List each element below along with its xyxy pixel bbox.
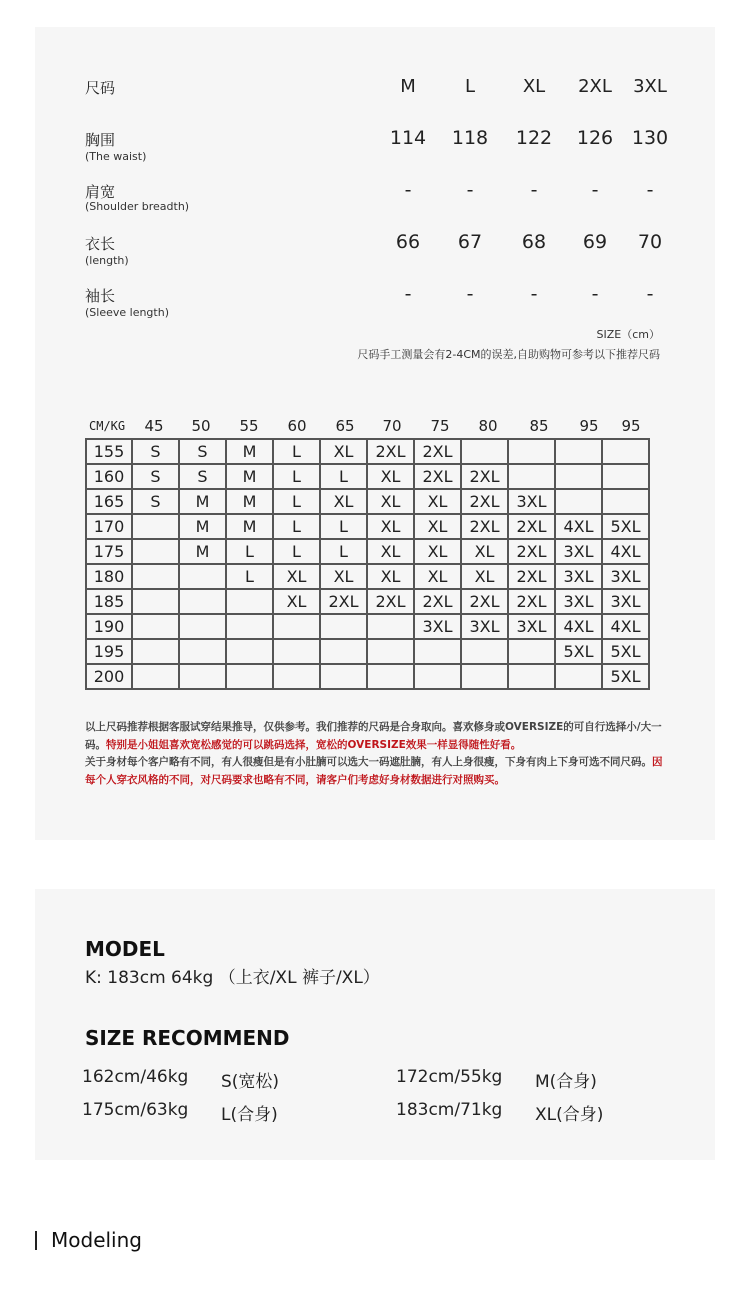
measure-value: 114 — [389, 127, 427, 149]
table-row — [86, 489, 649, 514]
size-cell — [179, 564, 226, 589]
measure-label-chest: 胸围 — [85, 131, 116, 149]
measure-value: - — [591, 283, 599, 305]
size-cell — [179, 639, 226, 664]
size-cell: 3XL — [602, 564, 649, 589]
size-cell: 2XL — [461, 464, 508, 489]
measure-value: 70 — [637, 231, 663, 253]
size-cell: 4XL — [555, 614, 602, 639]
size-cell: XL — [461, 539, 508, 564]
size-cell: XL — [461, 564, 508, 589]
size-cell — [226, 614, 273, 639]
size-cell — [273, 664, 320, 689]
model-title: MODEL — [85, 937, 165, 961]
size-cell: 5XL — [602, 664, 649, 689]
weight-header: 95 — [579, 417, 599, 435]
size-cell: 2XL — [508, 539, 555, 564]
recommend-stats: 172cm/55kg — [396, 1067, 503, 1087]
table-row — [86, 614, 649, 639]
modeling-heading: Modeling — [51, 1228, 142, 1252]
size-cell: 2XL — [320, 589, 367, 614]
size-cell: 5XL — [602, 514, 649, 539]
height-cell: 185 — [86, 589, 132, 614]
measure-sub-chest: (The waist) — [85, 150, 147, 163]
recommend-size: M(合身) — [535, 1072, 597, 1092]
table-row — [86, 514, 649, 539]
recommend-stats: 183cm/71kg — [396, 1100, 503, 1120]
size-cell: L — [320, 539, 367, 564]
size-cell: M — [226, 489, 273, 514]
size-cell: XL — [320, 564, 367, 589]
measure-value: 69 — [582, 231, 608, 253]
size-cell: L — [226, 564, 273, 589]
size-cell — [414, 639, 461, 664]
size-cell: XL — [414, 489, 461, 514]
measure-value: - — [466, 179, 474, 201]
size-cell — [555, 439, 602, 464]
size-cell: 3XL — [414, 614, 461, 639]
size-cell — [461, 639, 508, 664]
size-cell: M — [226, 439, 273, 464]
weight-header: 50 — [191, 417, 211, 435]
size-tolerance-note: 尺码手工测量会有2-4CM的误差,自助购物可参考以下推荐尺码 — [357, 348, 660, 361]
weight-header: 85 — [529, 417, 549, 435]
measure-label-length: 衣长 — [85, 235, 116, 253]
size-cell — [132, 614, 179, 639]
height-cell: 190 — [86, 614, 132, 639]
size-cell — [320, 664, 367, 689]
size-cell: S — [132, 464, 179, 489]
size-cell: XL — [367, 514, 414, 539]
size-cell: L — [273, 489, 320, 514]
weight-header: 45 — [144, 417, 164, 435]
height-cell: 170 — [86, 514, 132, 539]
size-cell — [226, 589, 273, 614]
note-line1-red: 特别是小姐姐喜欢宽松感觉的可以跳码选择，宽松的OVERSIZE效果一样显得随性好看。 — [106, 738, 522, 751]
size-cell — [320, 614, 367, 639]
size-cell — [602, 439, 649, 464]
measure-value: - — [530, 179, 538, 201]
size-cell — [508, 639, 555, 664]
recommend-stats: 162cm/46kg — [82, 1067, 189, 1087]
size-cell: M — [179, 489, 226, 514]
size-cell — [226, 664, 273, 689]
size-cell: 3XL — [555, 564, 602, 589]
size-cell — [132, 639, 179, 664]
size-cell — [132, 539, 179, 564]
table-row — [86, 639, 649, 664]
size-cell: 2XL — [367, 589, 414, 614]
height-cell: 165 — [86, 489, 132, 514]
recommend-size: XL(合身) — [535, 1105, 604, 1125]
size-cell: 5XL — [602, 639, 649, 664]
height-cell: 200 — [86, 664, 132, 689]
size-recommend-title: SIZE RECOMMEND — [85, 1026, 290, 1050]
size-cell: 4XL — [602, 614, 649, 639]
size-cell: XL — [367, 464, 414, 489]
size-cell: M — [226, 514, 273, 539]
size-col-2xl: 2XL — [578, 76, 612, 97]
size-cell: XL — [367, 564, 414, 589]
size-cell: XL — [414, 514, 461, 539]
size-unit-note: SIZE（cm） — [596, 328, 660, 341]
model-info: K: 183cm 64kg （上衣/XL 裤子/XL） — [85, 968, 380, 988]
size-cell: 4XL — [602, 539, 649, 564]
size-cell — [226, 639, 273, 664]
size-cell — [602, 464, 649, 489]
size-chart-panel — [35, 27, 715, 840]
size-cell: S — [179, 464, 226, 489]
measure-value: - — [466, 283, 474, 305]
size-cell: 2XL — [461, 589, 508, 614]
size-cell: L — [226, 539, 273, 564]
size-cell: L — [320, 514, 367, 539]
size-cell — [461, 439, 508, 464]
measure-sub-shoulder: (Shoulder breadth) — [85, 200, 190, 213]
size-cell: M — [226, 464, 273, 489]
size-cell — [555, 464, 602, 489]
weight-header: 95 — [621, 417, 641, 435]
height-cell: 180 — [86, 564, 132, 589]
size-cell: 2XL — [461, 514, 508, 539]
size-col-3xl: 3XL — [633, 76, 667, 97]
size-cell: XL — [367, 539, 414, 564]
height-cell: 160 — [86, 464, 132, 489]
measure-sub-sleeve: (Sleeve length) — [85, 306, 169, 319]
size-cell: S — [132, 489, 179, 514]
size-cell — [367, 614, 414, 639]
note-line2-gray: 关于身材每个客户略有不同，有人很瘦但是有小肚腩可以选大一码遮肚腩，有人上身很瘦，下身有肉上下身可选不同尺码。 — [85, 756, 652, 768]
measure-value: 68 — [521, 231, 547, 253]
size-cell — [602, 489, 649, 514]
size-cell: S — [179, 439, 226, 464]
weight-header: 60 — [287, 417, 307, 435]
table-row — [86, 664, 649, 689]
size-cell: XL — [367, 489, 414, 514]
measure-value: 66 — [395, 231, 421, 253]
size-cell — [132, 589, 179, 614]
table-row — [86, 439, 649, 464]
table-row — [86, 564, 649, 589]
size-cell — [320, 639, 367, 664]
size-cell: 4XL — [555, 514, 602, 539]
measure-value: 130 — [631, 127, 669, 149]
size-cell: XL — [273, 564, 320, 589]
size-cell — [179, 589, 226, 614]
size-cell: 2XL — [508, 564, 555, 589]
size-cell — [555, 489, 602, 514]
measure-sub-length: (length) — [85, 254, 129, 267]
size-cell — [179, 614, 226, 639]
size-cell — [555, 664, 602, 689]
size-cell: 3XL — [602, 589, 649, 614]
size-cell: 3XL — [508, 614, 555, 639]
model-panel — [35, 889, 715, 1160]
size-cell — [273, 639, 320, 664]
size-cell — [367, 664, 414, 689]
height-cell: 195 — [86, 639, 132, 664]
size-cell: 2XL — [508, 589, 555, 614]
height-cell: 155 — [86, 439, 132, 464]
measure-value: 67 — [457, 231, 483, 253]
recommend-size: S(宽松) — [221, 1072, 280, 1092]
measure-value: 118 — [451, 127, 489, 149]
measure-value: - — [530, 283, 538, 305]
size-col-m: M — [400, 76, 416, 97]
size-cell — [132, 664, 179, 689]
size-cell: XL — [414, 564, 461, 589]
measure-value: 126 — [576, 127, 614, 149]
size-cell: L — [273, 464, 320, 489]
size-cell: XL — [320, 489, 367, 514]
size-cell: XL — [273, 589, 320, 614]
size-cell: 3XL — [508, 489, 555, 514]
measure-value: - — [404, 179, 412, 201]
size-cell — [508, 439, 555, 464]
size-cell: 3XL — [555, 589, 602, 614]
measure-value: - — [646, 179, 654, 201]
size-notes — [85, 719, 665, 789]
weight-header: 70 — [382, 417, 402, 435]
size-cell: 2XL — [414, 439, 461, 464]
recommend-stats: 175cm/63kg — [82, 1100, 189, 1120]
measure-label-shoulder: 肩宽 — [85, 183, 116, 201]
size-cell: 2XL — [367, 439, 414, 464]
size-cell — [132, 514, 179, 539]
measure-value: 122 — [515, 127, 553, 149]
measure-value: - — [591, 179, 599, 201]
note-line2-red: 因每个人穿衣风格的不同，对尺码要求也略有不同，请客户们考虑好身材数据进行对照购买。 — [85, 756, 663, 786]
size-cell: 2XL — [414, 589, 461, 614]
table-row — [86, 589, 649, 614]
size-cell: M — [179, 514, 226, 539]
size-cell — [179, 664, 226, 689]
size-col-xl: XL — [522, 76, 546, 97]
size-recommend-table — [85, 438, 650, 690]
table-row — [86, 464, 649, 489]
weight-header: 75 — [430, 417, 450, 435]
measure-label-sleeve: 袖长 — [85, 287, 116, 305]
size-cell — [132, 564, 179, 589]
size-cell — [273, 614, 320, 639]
measure-value: - — [646, 283, 654, 305]
note-line1-gray: 以上尺码推荐根据客服试穿结果推导，仅供参考。我们推荐的尺码是合身取向。喜欢修身或OVERSIZE的可自行选择小/大一码。 — [85, 721, 662, 751]
size-cell: S — [132, 439, 179, 464]
measure-value: - — [404, 283, 412, 305]
size-cell: 2XL — [414, 464, 461, 489]
size-cell — [508, 464, 555, 489]
section-marker — [35, 1231, 37, 1250]
size-cell: L — [273, 539, 320, 564]
size-cell: L — [273, 439, 320, 464]
size-cell — [461, 664, 508, 689]
table-row — [86, 539, 649, 564]
weight-header: 65 — [335, 417, 355, 435]
weight-header: 80 — [478, 417, 498, 435]
size-cell: M — [179, 539, 226, 564]
size-header-label: 尺码 — [85, 79, 116, 97]
size-cell: 2XL — [461, 489, 508, 514]
size-cell — [367, 639, 414, 664]
size-cell: 3XL — [555, 539, 602, 564]
recommend-size: L(合身) — [221, 1105, 278, 1125]
size-col-l: L — [464, 76, 476, 97]
size-cell — [508, 664, 555, 689]
size-cell — [414, 664, 461, 689]
weight-header: 55 — [239, 417, 259, 435]
size-cell: XL — [414, 539, 461, 564]
size-cell: 5XL — [555, 639, 602, 664]
size-cell: XL — [320, 439, 367, 464]
table-corner-label: CM/KG — [89, 419, 126, 433]
size-cell: 2XL — [508, 514, 555, 539]
size-cell: L — [320, 464, 367, 489]
size-cell: L — [273, 514, 320, 539]
size-cell: 3XL — [461, 614, 508, 639]
height-cell: 175 — [86, 539, 132, 564]
